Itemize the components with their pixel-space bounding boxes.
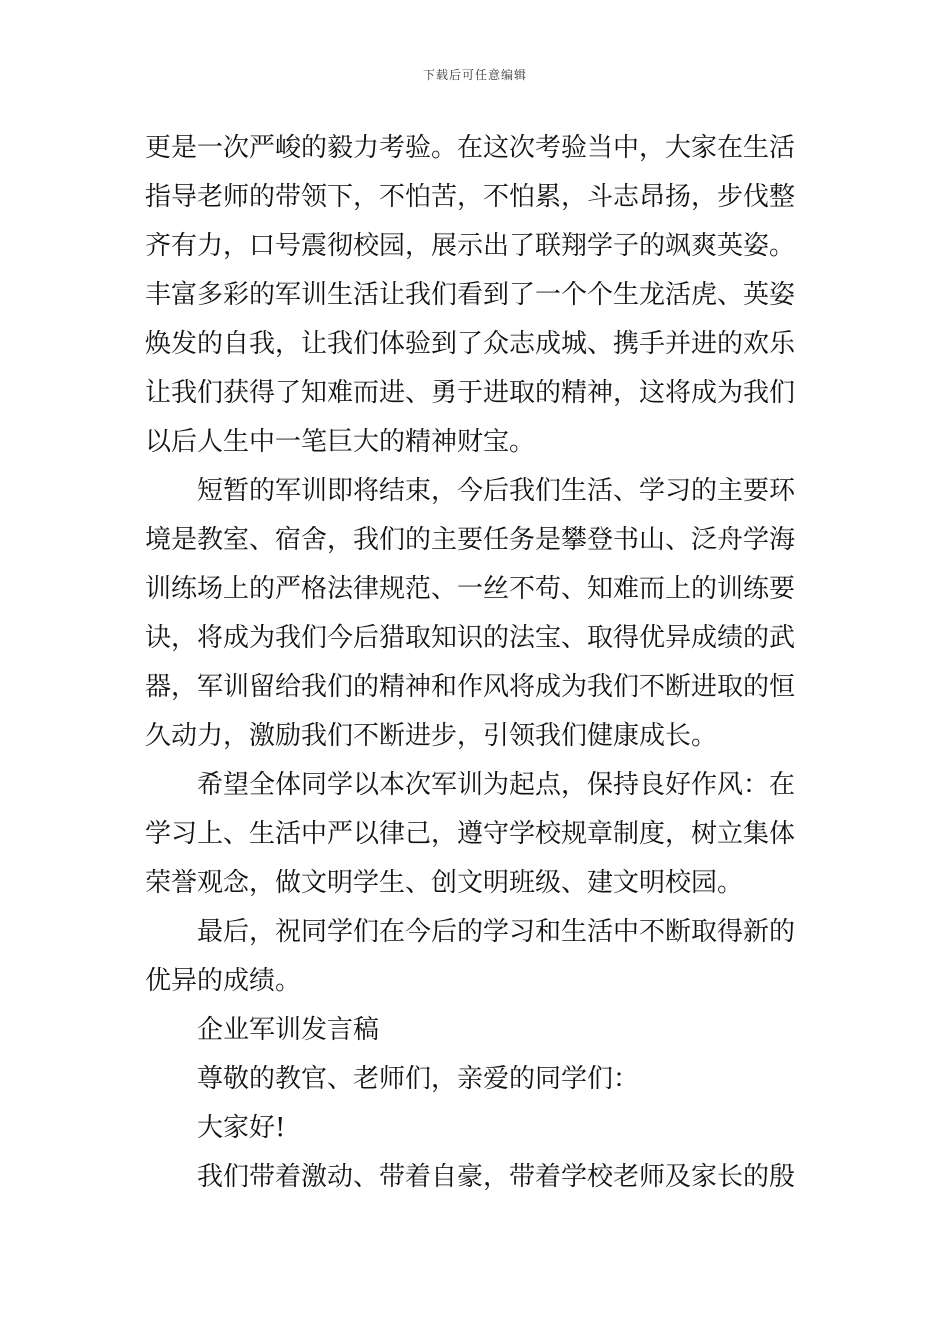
text-line: 境是教室、宿舍，我们的主要任务是攀登书山、泛舟学海: [145, 525, 796, 555]
greeting: 大家好!: [197, 1113, 286, 1143]
section-title: 企业军训发言稿: [197, 1015, 380, 1045]
paragraph-start-line: 最后，祝同学们在今后的学习和生活中不断取得新的: [197, 917, 796, 947]
text-line: 训练场上的严格法律规范、一丝不苟、知难而上的训练要: [145, 574, 796, 604]
text-line: 器，军训留给我们的精神和作风将成为我们不断进取的恒: [145, 672, 796, 702]
page-header: 下载后可任意编辑: [422, 68, 527, 82]
text-line: 齐有力，口号震彻校园，展示出了联翔学子的飒爽英姿。: [145, 231, 796, 261]
text-line: 以后人生中一笔巨大的精神财宝。: [145, 427, 536, 457]
paragraph-start-line: 短暂的军训即将结束，今后我们生活、学习的主要环: [197, 476, 796, 506]
text-line: 指导老师的带领下，不怕苦，不怕累，斗志昂扬，步伐整: [145, 182, 796, 212]
text-line: 焕发的自我，让我们体验到了众志成城、携手并进的欢乐: [145, 329, 796, 359]
text-line: 久动力，激励我们不断进步，引领我们健康成长。: [145, 721, 718, 751]
text-line: 优异的成绩。: [145, 966, 302, 996]
text-line: 荣誉观念，做文明学生、创文明班级、建文明校园。: [145, 868, 744, 898]
paragraph-start-line: 希望全体同学以本次军训为起点，保持良好作风：在: [197, 770, 796, 800]
salutation: 尊敬的教官、老师们，亲爱的同学们：: [197, 1064, 640, 1094]
text-line: 学习上、生活中严以律己，遵守学校规章制度，树立集体: [145, 819, 796, 849]
text-line: 诀，将成为我们今后猎取知识的法宝、取得优异成绩的武: [145, 623, 796, 653]
text-line: 更是一次严峻的毅力考验。在这次考验当中，大家在生活: [145, 133, 796, 163]
text-line: 让我们获得了知难而进、勇于进取的精神，这将成为我们: [145, 378, 796, 408]
paragraph-start-line: 我们带着激动、带着自豪，带着学校老师及家长的殷: [197, 1162, 796, 1192]
document-body: [145, 124, 810, 1202]
text-line: 丰富多彩的军训生活让我们看到了一个个生龙活虎、英姿: [145, 280, 796, 310]
